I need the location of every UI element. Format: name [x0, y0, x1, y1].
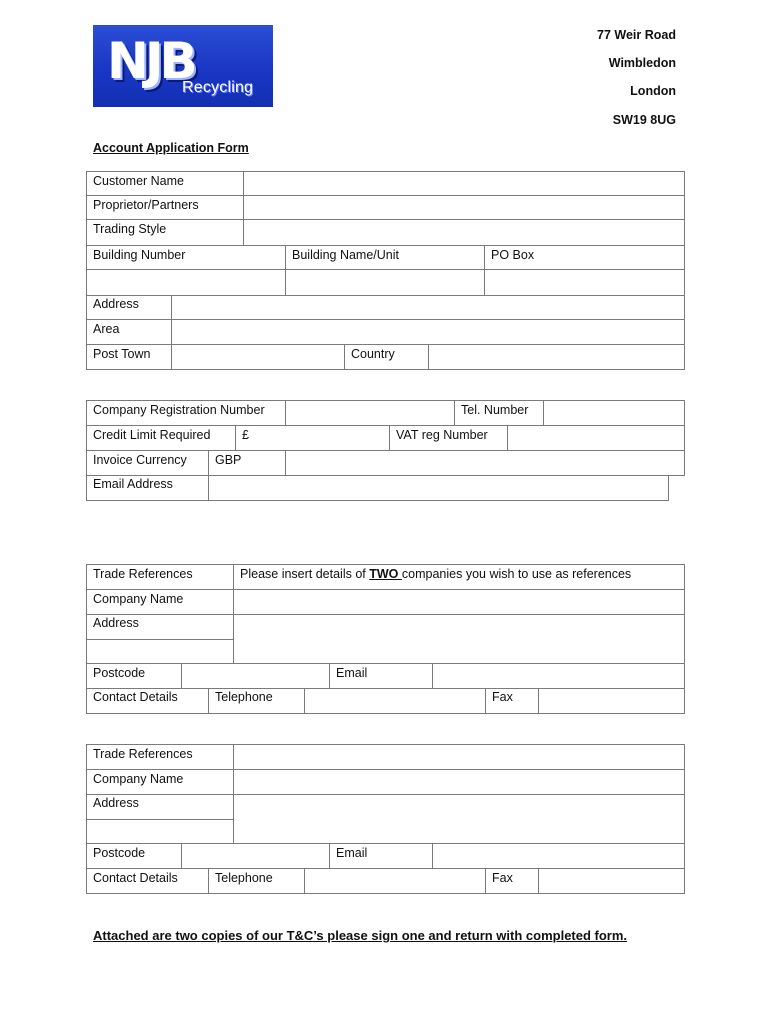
logo-subtitle: Recycling [182, 79, 254, 96]
ref2-telephone-label-cell [208, 868, 305, 894]
ref2-address-spare-cell[interactable] [86, 819, 234, 844]
building-name-label-cell [285, 245, 485, 270]
post-town-field[interactable] [171, 344, 345, 370]
ref1-contact-label: Contact Details [93, 690, 178, 704]
trading-style-field[interactable] [243, 219, 685, 246]
ref1-company-name-label: Company Name [93, 592, 184, 606]
ref1-contact-label-cell [86, 688, 209, 714]
company-reg-label: Company Registration Number [93, 403, 265, 417]
ref2-heading-cell [86, 744, 234, 770]
footer-note: Attached are two copies of our T&C’s please sign one and return with completed form. [93, 928, 628, 943]
ref2-postcode-field[interactable] [181, 843, 330, 869]
invoice-currency-label: Invoice Currency [93, 453, 187, 467]
invoice-currency-field[interactable] [208, 450, 286, 476]
ref1-instruction-post: companies you wish to use as references [401, 567, 632, 581]
proprietor-label-cell [86, 195, 244, 220]
ref2-company-name-label-cell [86, 769, 234, 795]
credit-limit-label: Credit Limit Required [93, 428, 211, 442]
ref1-heading-cell [86, 564, 234, 590]
email-address-label: Email Address [93, 477, 173, 491]
address-field[interactable] [171, 295, 685, 320]
tel-number-field[interactable] [543, 400, 685, 426]
ref1-address-spare-cell[interactable] [86, 639, 234, 664]
vat-reg-label-cell [389, 425, 508, 451]
ref1-instruction-cell [233, 564, 685, 590]
ref1-postcode-field[interactable] [181, 663, 330, 689]
ref1-email-label-cell [329, 663, 433, 689]
ref2-fax-label-cell [485, 868, 539, 894]
ref2-contact-label: Contact Details [93, 871, 178, 885]
address-label-cell [86, 295, 172, 320]
ref2-email-field[interactable] [432, 843, 685, 869]
country-label-cell [344, 344, 429, 370]
ref2-postcode-label-cell [86, 843, 182, 869]
area-label: Area [93, 322, 120, 336]
po-box-label-cell [484, 245, 685, 270]
credit-limit-label-cell [86, 425, 236, 451]
ref1-telephone-label: Telephone [215, 690, 273, 704]
email-label-cell [86, 475, 209, 501]
ref1-heading: Trade References [93, 567, 193, 581]
ref1-fax-label-cell [485, 688, 539, 714]
ref2-address-label: Address [93, 796, 139, 810]
ref2-telephone-label: Telephone [215, 871, 273, 885]
form-title: Account Application Form [93, 141, 249, 155]
currency-symbol: £ [242, 428, 249, 442]
building-name-label: Building Name/Unit [292, 248, 399, 262]
area-label-cell [86, 319, 172, 345]
tel-number-label: Tel. Number [461, 403, 529, 417]
area-field[interactable] [171, 319, 685, 345]
ref1-address-field[interactable] [233, 614, 685, 664]
country-field[interactable] [428, 344, 685, 370]
logo-brand: NJB [107, 32, 194, 90]
ref1-instruction-pre: Please insert details of [240, 567, 370, 581]
ref2-contact-label-cell [86, 868, 209, 894]
invoice-currency-value: GBP [215, 453, 242, 467]
ref2-address-field[interactable] [233, 794, 685, 844]
ref2-email-label: Email [336, 846, 368, 860]
ref2-heading-spare [233, 744, 685, 770]
ref2-telephone-field[interactable] [304, 868, 486, 894]
ref1-address-label-cell [86, 614, 234, 640]
proprietor-label: Proprietor/Partners [93, 198, 199, 212]
ref1-fax-field[interactable] [538, 688, 685, 714]
building-number-field[interactable] [86, 269, 286, 296]
vat-reg-label: VAT reg Number [396, 428, 488, 442]
proprietor-field[interactable] [243, 195, 685, 220]
address-line-2: Wimbledon [608, 56, 676, 70]
building-name-field[interactable] [285, 269, 485, 296]
customer-name-label: Customer Name [93, 174, 184, 188]
ref1-fax-label: Fax [492, 690, 513, 704]
company-reg-label-cell [86, 400, 286, 426]
ref2-email-label-cell [329, 843, 433, 869]
address-label: Address [93, 297, 139, 311]
post-town-label: Post Town [93, 347, 151, 361]
trading-style-label-cell [86, 219, 244, 246]
po-box-label: PO Box [491, 248, 535, 262]
ref1-company-name-field[interactable] [233, 589, 685, 615]
building-number-label: Building Number [93, 248, 186, 262]
trading-style-label: Trading Style [93, 222, 167, 236]
ref2-company-name-label: Company Name [93, 772, 184, 786]
email-address-field[interactable] [208, 475, 669, 501]
customer-name-label-cell [86, 171, 244, 196]
ref2-postcode-label: Postcode [93, 846, 146, 860]
invoice-currency-label-cell [86, 450, 209, 476]
company-reg-field[interactable] [285, 400, 455, 426]
address-line-3: London [630, 84, 676, 98]
tel-number-label-cell [454, 400, 544, 426]
ref2-address-label-cell [86, 794, 234, 820]
ref1-email-label: Email [336, 666, 368, 680]
credit-limit-field[interactable] [235, 425, 390, 451]
ref1-email-field[interactable] [432, 663, 685, 689]
ref1-company-name-label-cell [86, 589, 234, 615]
ref1-telephone-label-cell [208, 688, 305, 714]
ref1-postcode-label: Postcode [93, 666, 146, 680]
ref1-address-label: Address [93, 616, 139, 630]
customer-name-field[interactable] [243, 171, 685, 196]
ref1-instruction [240, 567, 631, 581]
vat-reg-field[interactable] [507, 425, 685, 451]
ref2-heading: Trade References [93, 747, 193, 761]
company-logo [93, 25, 273, 107]
ref2-company-name-field[interactable] [233, 769, 685, 795]
ref2-fax-label: Fax [492, 871, 513, 885]
po-box-field[interactable] [484, 269, 685, 296]
address-line-1: 77 Weir Road [597, 28, 676, 42]
address-postcode: SW19 8UG [612, 113, 676, 127]
post-town-label-cell [86, 344, 172, 370]
ref1-postcode-label-cell [86, 663, 182, 689]
country-label: Country [351, 347, 395, 361]
building-number-label-cell [86, 245, 286, 270]
ref1-telephone-field[interactable] [304, 688, 486, 714]
invoice-currency-spare [285, 450, 685, 476]
ref2-fax-field[interactable] [538, 868, 685, 894]
ref1-instruction-emph: TWO [369, 567, 402, 581]
